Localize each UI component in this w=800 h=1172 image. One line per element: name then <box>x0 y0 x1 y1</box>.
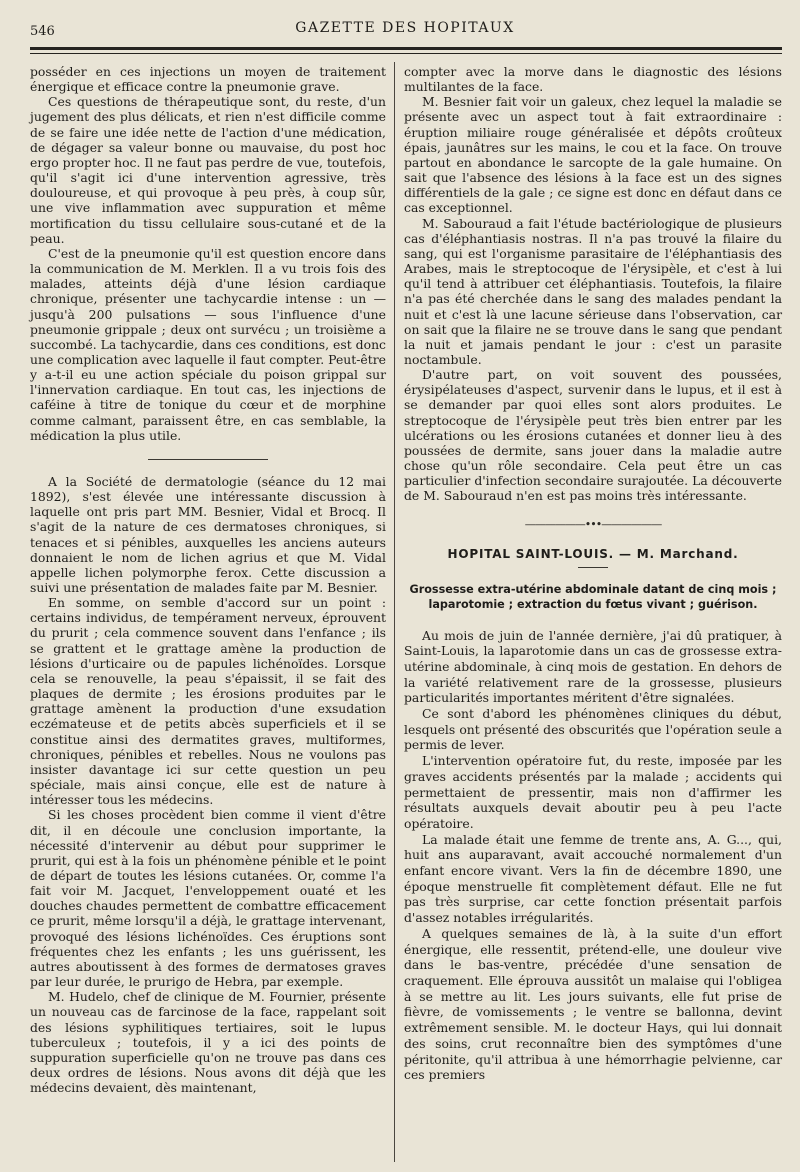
paragraph: C'est de la pneumonie qu'il est question encore dans la communication de M. Merklen. Il a vu trois fois des malades, atteints déjà d'une lésion cardiaque chronique, présenter une tachycardie intense : un — jusqu'à 200 pulsations — sous l'influence d'une pneumonie grippale ; deux ont survécu ; un troisième a succombé. La tachycardie, dans ces conditions, est donc une complication avec laquelle il faut compter. Peut-être y a-t-il eu une action spéciale du poison grippal sur l'innervation cardiaque. En tout cas, les injections de caféine à titre de tonique du cœur et de morphine comme calmant, paraissent être, en cas semblable, la médication la plus utile. <box>30 245 386 443</box>
heading-rule <box>578 567 608 568</box>
paragraph: posséder en ces injections un moyen de traitement énergique et efficace contre la pneumonie grave. <box>30 64 386 95</box>
paragraph: Ces questions de thérapeutique sont, du reste, d'un jugement des plus délicats, et rien n'est difficile comme de se faire une idée nette de l'action d'une médication, de dégager sa valeur bonne ou mauvaise, du post hoc ergo propter hoc. Il ne faut pas perdre de vue, toutefois, qu'il s'agit ici d'une intervention agressive, très douloureuse, et qui provoque à peu près, à coup sûr, une vive inflammation avec suppuration et même mortification du tissu cellulaire sous-cutané et de la peau. <box>30 94 386 246</box>
ornamental-separator: ——————•••—————— <box>524 517 662 531</box>
paragraph: En somme, on semble d'accord sur un point : certains individus, de tempérament nerveux, éprouvent du prurit ; cela commence souvent dans l'enfance ; ils se grattent et le grattage amène la production de lésions d'urticaire ou de papules lichénoïdes. Lorsque cela se renouvelle, la peau s'épaissit, il se fait des plaques de dermite ; les érosions produites par le grattage amènent la production d'une exsudation eczémateuse et de petits abcès superficiels et il se constitue ainsi des dermatites graves, multiformes, chroniques, pénibles et rebelles. Nous ne voulons pas insister davantage ici sur cette question un peu spéciale, mais ainsi conçue, elle est de nature à intéresser tous les médecins. <box>30 595 386 808</box>
paragraph: La malade était une femme de trente ans, A. G..., qui, huit ans auparavant, avait accouché normalement d'un enfant encore vivant. Vers la fin de décembre 1890, une époque menstruelle fit complètement défaut. Elle ne fut pas très surprise, car cette fonction présentait parfois d'assez notables irrégularités. <box>404 831 782 926</box>
section-separator <box>148 459 268 460</box>
right-column <box>404 64 782 1083</box>
header-rule-thick <box>30 47 782 50</box>
paragraph: L'intervention opératoire fut, du reste, imposée par les graves accidents présentés par la malade ; accidents qui permettaient de pressentir, mais non d'affirmer les résultats auxquels devait aboutir peu à peu l'acte opératoire. <box>404 753 782 831</box>
paragraph: Au mois de juin de l'année dernière, j'ai dû pratiquer, à Saint-Louis, la laparotomie dans un cas de grossesse extra-utérine abdominale, à cinq mois de gestation. En dehors de la variété relativement rare de la grossesse, plusieurs particularités importantes méritent d'être signalées. <box>404 627 782 706</box>
left-column <box>30 64 386 1095</box>
column-divider <box>394 62 395 1162</box>
paragraph: Si les choses procèdent bien comme il vient d'être dit, il en découle une conclusion importante, la nécessité d'intervenir au début pour supprimer le prurit, qui est à la fois un phénomène pénible et le point de départ de toutes les lésions cutanées. Or, comme l'a fait voir M. Jacquet, l'enveloppement ouaté et les douches chaudes permettent de combattre efficacement ce prurit, même lorsqu'il a déjà, le grattage intervenant, provoqué des lésions lichénoïdes. Ces éruptions sont fréquentes chez les enfants ; les uns guérissent, les autres aboutissent à des formes de dermatoses graves par leur durée, le prurigo de Hebra, par exemple. <box>30 807 386 990</box>
page-number: 546 <box>30 24 55 39</box>
paragraph: M. Sabouraud a fait l'étude bactériologique de plusieurs cas d'éléphantiasis nostras. Il n'a pas trouvé la filaire du sang, qui est l'organisme parasitaire de l'éléphantiasis des Arabes, mais le streptocoque de l'érysipèle, et c'est à lui qu'il tend à attribuer cet éléphantiasis. Toutefois, la filaire n'a pas été cherchée dans le sang des malades pendant la nuit et c'est là une lacune sérieuse dans l'observation, car on sait que la filaire ne se trouve dans le sang que pendant la nuit et jamais pendant le jour : c'est un parasite noctambule. <box>404 215 782 367</box>
header-rule-thin <box>30 53 782 54</box>
paragraph: D'autre part, on voit souvent des poussées, érysipélateuses d'aspect, survenir dans le lupus, et il est à se demander par quoi elles sont alors produites. Le streptocoque de l'érysipèle peut très bien entrer par les ulcérations ou les érosions cutanées et donner lieu à des poussées de dermite, sans jouer dans la maladie autre chose qu'un rôle secondaire. Cela peut être un cas particulier d'infection secondaire surajoutée. La découverte de M. Sabouraud n'en est pas moins très intéressante. <box>404 367 782 504</box>
section-heading: HOPITAL SAINT-LOUIS. — M. Marchand. <box>447 546 739 561</box>
paragraph: A quelques semaines de là, à la suite d'un effort énergique, elle ressentit, prétend-elle, une douleur vive dans le bas-ventre, précédée d'une sensation de craquement. Elle éprouva aussitôt un malaise qui l'obligea à se mettre au lit. Les jours suivants, elle fut prise de fièvre, de vomissements ; le ventre se ballonna, devint extrêmement sensible. M. le docteur Hays, qui lui donnait des soins, crut reconnaître bien des symptômes d'une péritonite, qu'il attribua à une hémorrhagie pelvienne, car ces premiers <box>404 925 782 1083</box>
paragraph: Ce sont d'abord les phénomènes cliniques du début, lesquels ont présenté des obscurités que l'opération seule a permis de lever. <box>404 706 782 753</box>
page-header <box>30 18 780 40</box>
paragraph: M. Besnier fait voir un galeux, chez lequel la maladie se présente avec un aspect tout à fait extraordinaire : éruption miliaire rouge généralisée et dépôts croûteux épais, jaunâtres sur les mains, le cou et la face. On trouve partout en abondance le sarcopte de la gale humaine. On sait que l'absence des lésions à la face est un des signes différentiels de la gale ; ce signe est donc en défaut dans ce cas exceptionnel. <box>404 94 782 216</box>
publication-title: GAZETTE DES HOPITAUX <box>295 20 515 36</box>
paragraph: A la Société de dermatologie (séance du 12 mai 1892), s'est élevée une intéressante discussion à laquelle ont pris part MM. Besnier, Vidal et Brocq. Il s'agit de la nature de ces dermatoses chroniques, si tenaces et si pénibles, auxquelles les anciens auteurs donnaient le nom de lichen agrius et que M. Vidal appelle lichen polymorphe ferox. Cette discussion a suivi une présentation de malades faite par M. Besnier. <box>30 473 386 595</box>
paragraph: M. Hudelo, chef de clinique de M. Fournier, présente un nouveau cas de farcinose de la face, rappelant soit des lésions syphilitiques tertiaires, soit le lupus tuberculeux ; toutefois, il y a ici des points de suppuration superficielle qu'on ne trouve pas dans ces deux ordres de lésions. Nous avons dit déjà que les médecins devaient, dès maintenant, <box>30 989 386 1096</box>
paragraph: compter avec la morve dans le diagnostic des lésions multilantes de la face. <box>404 64 782 95</box>
article-title: Grossesse extra-utérine abdominale datant de cinq mois ; laparotomie ; extraction du fœtus vivant ; guérison. <box>409 582 777 611</box>
